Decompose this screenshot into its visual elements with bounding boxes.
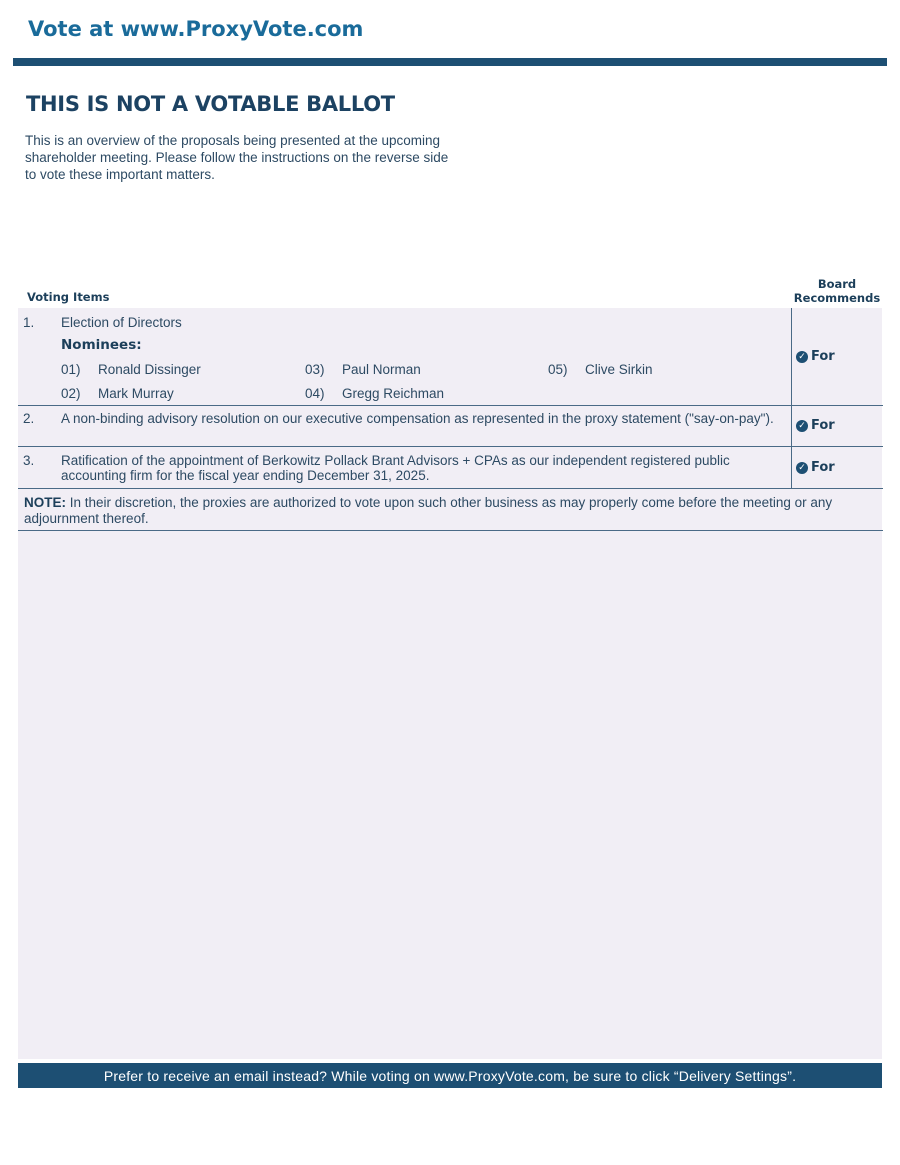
item-text: Ratification of the appointment of Berkowitz Pollack Brant Advisors + CPAs as our independent registered public accounting firm for the fiscal year ending December 31, 2025. xyxy=(61,453,730,483)
board-recommendation-cell xyxy=(791,308,883,405)
intro-text: This is an overview of the proposals being presented at the upcoming shareholder meeting. Please follow the instructions on the reverse side to vote these important matters. xyxy=(25,133,449,182)
nominee-02: 02) Mark Murray xyxy=(61,386,174,401)
voting-item-2 xyxy=(18,406,883,447)
nominees-label: Nominees: xyxy=(61,337,142,353)
board-recommendation-cell xyxy=(791,406,883,446)
item-text: A non-binding advisory resolution on our executive compensation as represented in the proxy statement ("say-on-pay"). xyxy=(61,411,774,426)
voting-item-3 xyxy=(18,447,883,489)
check-circle-icon: ✓ xyxy=(796,420,808,432)
nominee-01: 01) Ronald Dissinger xyxy=(61,362,201,377)
board-recommendation-cell xyxy=(791,447,883,488)
item-text: Election of Directors xyxy=(61,315,182,330)
header-divider xyxy=(13,58,887,66)
item-number: 2. xyxy=(23,411,35,426)
page-title: THIS IS NOT A VOTABLE BALLOT xyxy=(26,92,395,116)
item-number: 1. xyxy=(23,315,35,330)
recommendation-label: For xyxy=(811,349,835,364)
check-circle-icon: ✓ xyxy=(796,351,808,363)
voting-item-1 xyxy=(18,308,883,406)
note-row xyxy=(18,489,883,531)
column-header-voting-items: Voting Items xyxy=(27,290,110,304)
nominee-03: 03) Paul Norman xyxy=(305,362,421,377)
vote-url-title: Vote at www.ProxyVote.com xyxy=(28,17,364,41)
item-number: 3. xyxy=(23,453,35,468)
nominee-05: 05) Clive Sirkin xyxy=(548,362,653,377)
recommendation-label: For xyxy=(811,418,835,433)
recommendation-label: For xyxy=(811,460,835,475)
column-header-board-recommends: Board Recommends xyxy=(793,277,881,305)
note-label: NOTE: xyxy=(24,495,66,510)
note-text: NOTE: In their discretion, the proxies are authorized to vote upon such other business as may properly come before the meeting or any adjournment thereof. xyxy=(24,495,833,526)
check-circle-icon: ✓ xyxy=(796,462,808,474)
footer-banner: Prefer to receive an email instead? While voting on www.ProxyVote.com, be sure to click “Delivery Settings”. xyxy=(18,1063,882,1088)
nominee-04: 04) Gregg Reichman xyxy=(305,386,445,401)
